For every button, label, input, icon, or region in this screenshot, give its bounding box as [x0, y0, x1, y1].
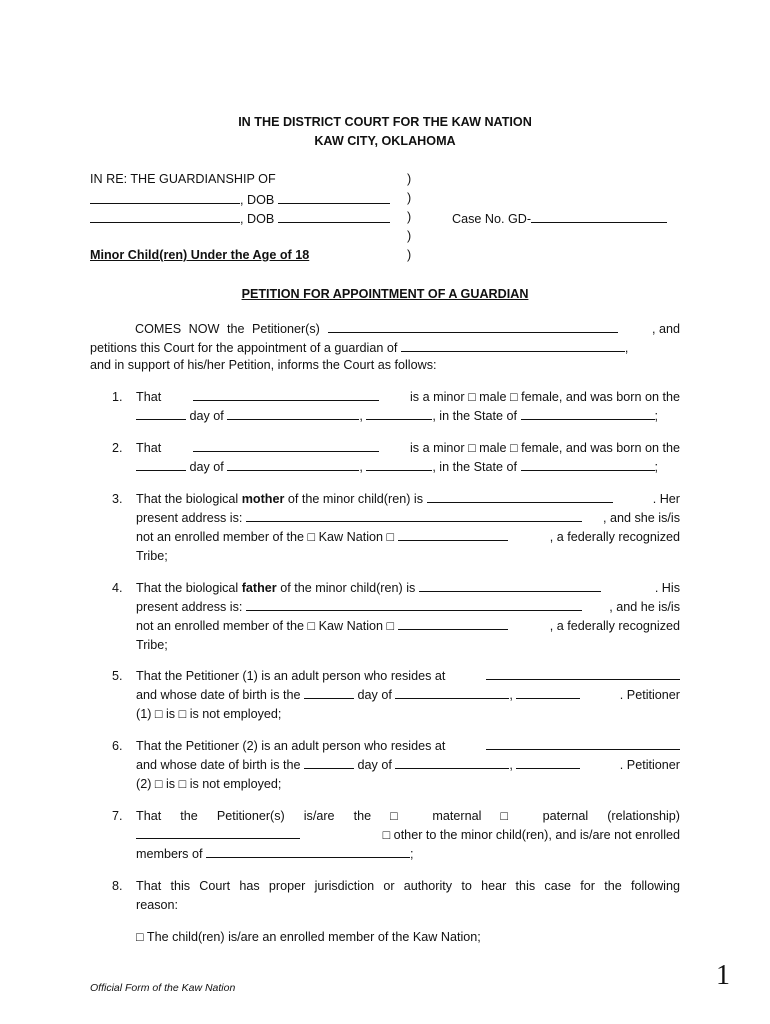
- child-2-dob-blank[interactable]: [278, 210, 390, 223]
- father-name-blank[interactable]: [419, 579, 601, 592]
- petitioner-1-dob-day-blank[interactable]: [304, 686, 354, 699]
- item-text: Tribe;: [136, 638, 168, 652]
- item-number: 6.: [112, 739, 123, 753]
- ward-name-blank[interactable]: [401, 339, 625, 352]
- caption-paren: ): [407, 210, 412, 224]
- child-1-dob-line: [90, 191, 390, 207]
- intro-text: , and: [651, 322, 680, 336]
- item-text: ,: [359, 409, 363, 423]
- petitioner-1-residence-blank[interactable]: [486, 667, 680, 680]
- item-number: 4.: [112, 581, 123, 595]
- intro-text: petitions this Court for the appointment of a guardian of: [90, 341, 398, 355]
- item-text: present address is:: [136, 511, 243, 525]
- birth-month-blank[interactable]: [227, 458, 359, 471]
- item-text: (2) □ is □ is not employed;: [136, 777, 282, 791]
- item-text: ,: [509, 688, 513, 702]
- child-2-dob-line: [90, 210, 390, 226]
- caption-paren: ): [407, 229, 412, 243]
- item-text: , a federally recognized: [549, 619, 680, 633]
- child-1-name-blank[interactable]: [90, 191, 240, 204]
- item-text: and whose date of birth is the: [136, 758, 301, 772]
- item-number: 2.: [112, 441, 123, 455]
- item-number: 7.: [112, 809, 123, 823]
- father-tribe-blank[interactable]: [398, 617, 508, 630]
- child-name-blank[interactable]: [193, 388, 379, 401]
- birth-state-blank[interactable]: [521, 407, 655, 420]
- birth-day-blank[interactable]: [136, 458, 186, 471]
- petitioner-2-dob-year-blank[interactable]: [516, 756, 580, 769]
- item-text: mother: [241, 492, 285, 506]
- item-text: and whose date of birth is the: [136, 688, 301, 702]
- birth-day-blank[interactable]: [136, 407, 186, 420]
- item-text: . Her: [652, 492, 680, 506]
- item-text: day of: [357, 758, 392, 772]
- item-text: of the minor child(ren) is: [280, 581, 416, 595]
- item-text: ,: [359, 460, 363, 474]
- item-text: present address is:: [136, 600, 243, 614]
- relationship-blank[interactable]: [136, 826, 300, 839]
- case-number-blank[interactable]: [531, 210, 667, 223]
- item-text: , and she is/is: [602, 511, 680, 525]
- birth-state-blank[interactable]: [521, 458, 655, 471]
- court-location: KAW CITY, OKLAHOMA: [314, 134, 456, 148]
- mother-tribe-blank[interactable]: [398, 528, 508, 541]
- birth-year-blank[interactable]: [366, 458, 432, 471]
- item-number: 8.: [112, 879, 123, 893]
- item-text: . Petitioner: [619, 688, 680, 702]
- petitioner-2-residence-blank[interactable]: [486, 737, 680, 750]
- caption-paren: ): [407, 191, 412, 205]
- intro-line-2: [90, 339, 628, 355]
- jurisdiction-option-enrolled[interactable]: □ The child(ren) is/are an enrolled member of the Kaw Nation;: [136, 930, 481, 944]
- mother-address-blank[interactable]: [246, 509, 582, 522]
- item-text: That: [136, 441, 162, 455]
- court-heading: IN THE DISTRICT COURT FOR THE KAW NATION: [238, 115, 532, 129]
- item-2: [136, 439, 680, 477]
- intro-text: ,: [624, 341, 629, 355]
- item-text: That: [136, 390, 162, 404]
- item-4: [136, 579, 680, 655]
- footer-form-name: Official Form of the Kaw Nation: [90, 982, 236, 994]
- minor-children-label: Minor Child(ren) Under the Age of 18: [90, 248, 310, 262]
- item-text: That the Petitioner (1) is an adult person who resides at: [136, 669, 446, 683]
- item-text: , in the State of: [432, 409, 518, 423]
- item-text: That the biological: [136, 581, 239, 595]
- item-text: That the Petitioner (2) is an adult person who resides at: [136, 739, 446, 753]
- item-text: day of: [357, 688, 392, 702]
- item-text: is a minor □ male □ female, and was born on the: [409, 390, 680, 404]
- birth-year-blank[interactable]: [366, 407, 432, 420]
- item-text: members of: [136, 847, 203, 861]
- item-text: , and he is/is: [609, 600, 680, 614]
- intro-line-3: and in support of his/her Petition, informs the Court as follows:: [90, 358, 437, 372]
- item-text: day of: [189, 460, 224, 474]
- item-text: not an enrolled member of the □ Kaw Nation □: [136, 619, 395, 633]
- item-text: of the minor child(ren) is: [287, 492, 423, 506]
- item-text: is a minor □ male □ female, and was born on the: [409, 441, 680, 455]
- item-3: [136, 490, 680, 566]
- item-6: [136, 737, 680, 794]
- in-re-label: IN RE: THE GUARDIANSHIP OF: [90, 172, 276, 186]
- petitioner-1-dob-month-blank[interactable]: [395, 686, 509, 699]
- intro-text: COMES NOW the Petitioner(s): [135, 322, 320, 336]
- item-8: [136, 877, 680, 915]
- case-number: [452, 210, 667, 226]
- item-text: , in the State of: [432, 460, 518, 474]
- item-text: ;: [410, 847, 414, 861]
- father-address-blank[interactable]: [246, 598, 582, 611]
- case-number-label: Case No. GD-: [452, 212, 532, 226]
- dob-label: , DOB: [240, 193, 275, 207]
- item-text: That the biological: [136, 492, 239, 506]
- item-text: □ other to the minor child(ren), and is/are not enrolled: [382, 828, 680, 842]
- item-7: [136, 807, 680, 864]
- item-text: reason:: [136, 898, 179, 912]
- item-text: , a federally recognized: [549, 530, 680, 544]
- petition-title: PETITION FOR APPOINTMENT OF A GUARDIAN: [241, 287, 529, 301]
- item-text: . Petitioner: [619, 758, 680, 772]
- item-text: father: [241, 581, 277, 595]
- petitioner-tribe-blank[interactable]: [206, 845, 410, 858]
- item-number: 3.: [112, 492, 123, 506]
- item-number: 5.: [112, 669, 123, 683]
- item-text: (1) □ is □ is not employed;: [136, 707, 282, 721]
- item-text: Tribe;: [136, 549, 168, 563]
- caption-paren: ): [407, 248, 412, 262]
- petitioner-2-dob-month-blank[interactable]: [395, 756, 509, 769]
- item-text: ,: [509, 758, 513, 772]
- petitioner-2-dob-day-blank[interactable]: [304, 756, 354, 769]
- child-2-name-blank[interactable]: [90, 210, 240, 223]
- item-text: That this Court has proper jurisdiction or authority to hear this case for the following: [136, 879, 680, 893]
- petitioner-name-blank[interactable]: [328, 320, 618, 333]
- item-1: [136, 388, 680, 426]
- item-text: That the Petitioner(s) is/are the □ maternal □ paternal (relationship): [136, 809, 680, 823]
- birth-month-blank[interactable]: [227, 407, 359, 420]
- item-text: ;: [654, 409, 659, 423]
- item-text: day of: [189, 409, 224, 423]
- item-text: ;: [654, 460, 659, 474]
- petitioner-1-dob-year-blank[interactable]: [516, 686, 580, 699]
- intro-line-1: [90, 320, 680, 336]
- caption-paren: ): [407, 172, 412, 186]
- child-name-blank[interactable]: [193, 439, 379, 452]
- page-number: 1: [716, 960, 730, 991]
- child-1-dob-blank[interactable]: [278, 191, 390, 204]
- item-number: 1.: [112, 390, 123, 404]
- item-5: [136, 667, 680, 724]
- dob-label: , DOB: [240, 212, 275, 226]
- mother-name-blank[interactable]: [427, 490, 613, 503]
- item-text: . His: [654, 581, 680, 595]
- item-text: not an enrolled member of the □ Kaw Nation □: [136, 530, 395, 544]
